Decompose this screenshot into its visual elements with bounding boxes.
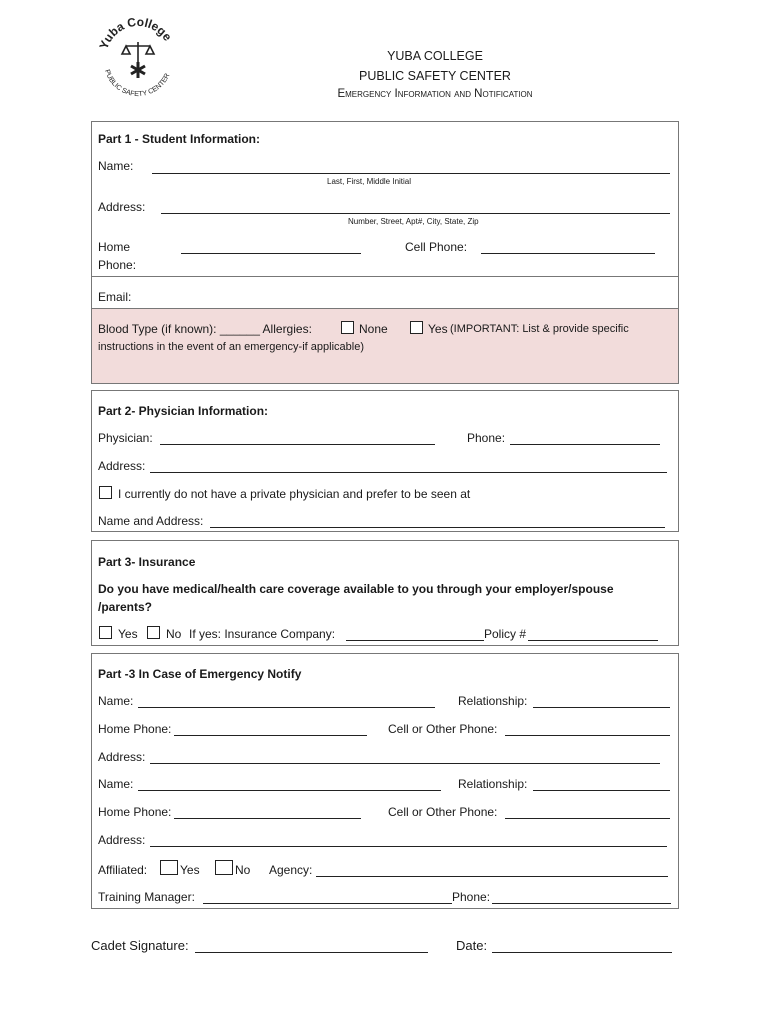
name-address-field[interactable] [210,527,665,528]
affiliated-yes-checkbox[interactable] [160,860,178,875]
policy-label: Policy # [484,627,527,641]
insurance-question-1: Do you have medical/health care coverage available to you through your employer/spouse [98,582,614,596]
name-label: Name: [98,159,134,173]
allergies-none-label: None [359,322,388,336]
cell-phone-field[interactable] [481,253,655,254]
contact2-cell-label: Cell or Other Phone: [388,805,498,819]
part1-title: Part 1 - Student Information: [98,132,260,146]
contact2-address-field[interactable] [150,846,667,847]
cell-phone-label: Cell Phone: [405,240,468,254]
address-label: Address: [98,200,146,214]
contact2-home-phone-label: Home Phone: [98,805,172,819]
allergies-yes-label: Yes [428,322,448,336]
important-note: (IMPORTANT: List & provide specific [450,323,629,335]
header-line-1: YUBA COLLEGE [387,49,483,63]
insurance-yes-label: Yes [118,627,138,641]
part4-title: Part -3 In Case of Emergency Notify [98,667,302,681]
insurance-company-label: If yes: Insurance Company: [189,627,336,641]
allergies-none-checkbox[interactable] [341,321,354,334]
contact2-home-phone-field[interactable] [174,818,361,819]
signature-field[interactable] [195,952,428,953]
header-line-2: PUBLIC SAFETY CENTER [359,69,511,83]
agency-label: Agency: [269,863,313,877]
insurance-yes-checkbox[interactable] [99,626,112,639]
contact1-address-field[interactable] [150,763,660,764]
contact1-cell-field[interactable] [505,735,670,736]
college-logo [92,12,184,104]
home-phone-label: Phone: [98,258,137,272]
insurance-no-label: No [166,627,182,641]
affiliated-yes-label: Yes [180,863,200,877]
contact1-home-phone-label: Home Phone: [98,722,172,736]
contact2-cell-field[interactable] [505,818,670,819]
contact1-relationship-field[interactable] [533,707,670,708]
contact1-name-field[interactable] [138,707,435,708]
part3-title: Part 3- Insurance [98,555,196,569]
insurance-no-checkbox[interactable] [147,626,160,639]
address-hint: Number, Street, Apt#, City, State, Zip [348,217,479,226]
part2-title: Part 2- Physician Information: [98,404,269,418]
contact2-name-label: Name: [98,777,134,791]
contact1-address-label: Address: [98,750,146,764]
signature-label: Cadet Signature: [91,938,189,953]
date-label: Date: [456,938,488,953]
contact1-cell-label: Cell or Other Phone: [388,722,498,736]
physician-label: Physician: [98,431,153,445]
allergies-yes-checkbox[interactable] [410,321,423,334]
affiliated-label: Affiliated: [98,863,148,877]
contact2-name-field[interactable] [138,790,441,791]
physician-address-label: Address: [98,459,146,473]
logo-top-text: Yuba College [96,14,175,52]
name-address-label: Name and Address: [98,514,204,528]
contact1-home-phone-field[interactable] [174,735,367,736]
logo-bottom-text: PUBLIC SAFETY CENTER [103,68,172,99]
affiliated-no-checkbox[interactable] [215,860,233,875]
contact2-address-label: Address: [98,833,146,847]
policy-number-field[interactable] [528,640,658,641]
affiliated-no-label: No [235,863,251,877]
contact2-relationship-field[interactable] [533,790,670,791]
agency-field[interactable] [316,876,668,877]
training-manager-field[interactable] [203,903,452,904]
training-manager-label: Training Manager: [98,890,195,904]
email-label: Email: [98,290,132,304]
contact1-relationship-label: Relationship: [458,694,528,708]
home-phone-field[interactable] [181,253,361,254]
physician-phone-field[interactable] [510,444,660,445]
header-line-3: Emergency Information and Notification [337,88,533,100]
physician-field[interactable] [160,444,435,445]
name-hint: Last, First, Middle Initial [327,177,412,186]
instructions-note: instructions in the event of an emergency-if applicable) [98,341,364,353]
contact1-name-label: Name: [98,694,134,708]
training-phone-label: Phone: [452,890,491,904]
physician-address-field[interactable] [150,472,667,473]
blood-allergy-label: Blood Type (if known): ______ Allergies: [98,322,312,336]
home-label: Home [98,240,131,254]
insurance-question-2: /parents? [98,600,153,614]
student-address-field[interactable] [161,213,670,214]
no-physician-checkbox[interactable] [99,486,112,499]
no-physician-text: I currently do not have a private physician and prefer to be seen at [118,487,471,501]
student-name-field[interactable] [152,173,670,174]
physician-phone-label: Phone: [467,431,506,445]
date-field[interactable] [492,952,672,953]
training-phone-field[interactable] [492,903,671,904]
contact2-relationship-label: Relationship: [458,777,528,791]
insurance-company-field[interactable] [346,640,484,641]
